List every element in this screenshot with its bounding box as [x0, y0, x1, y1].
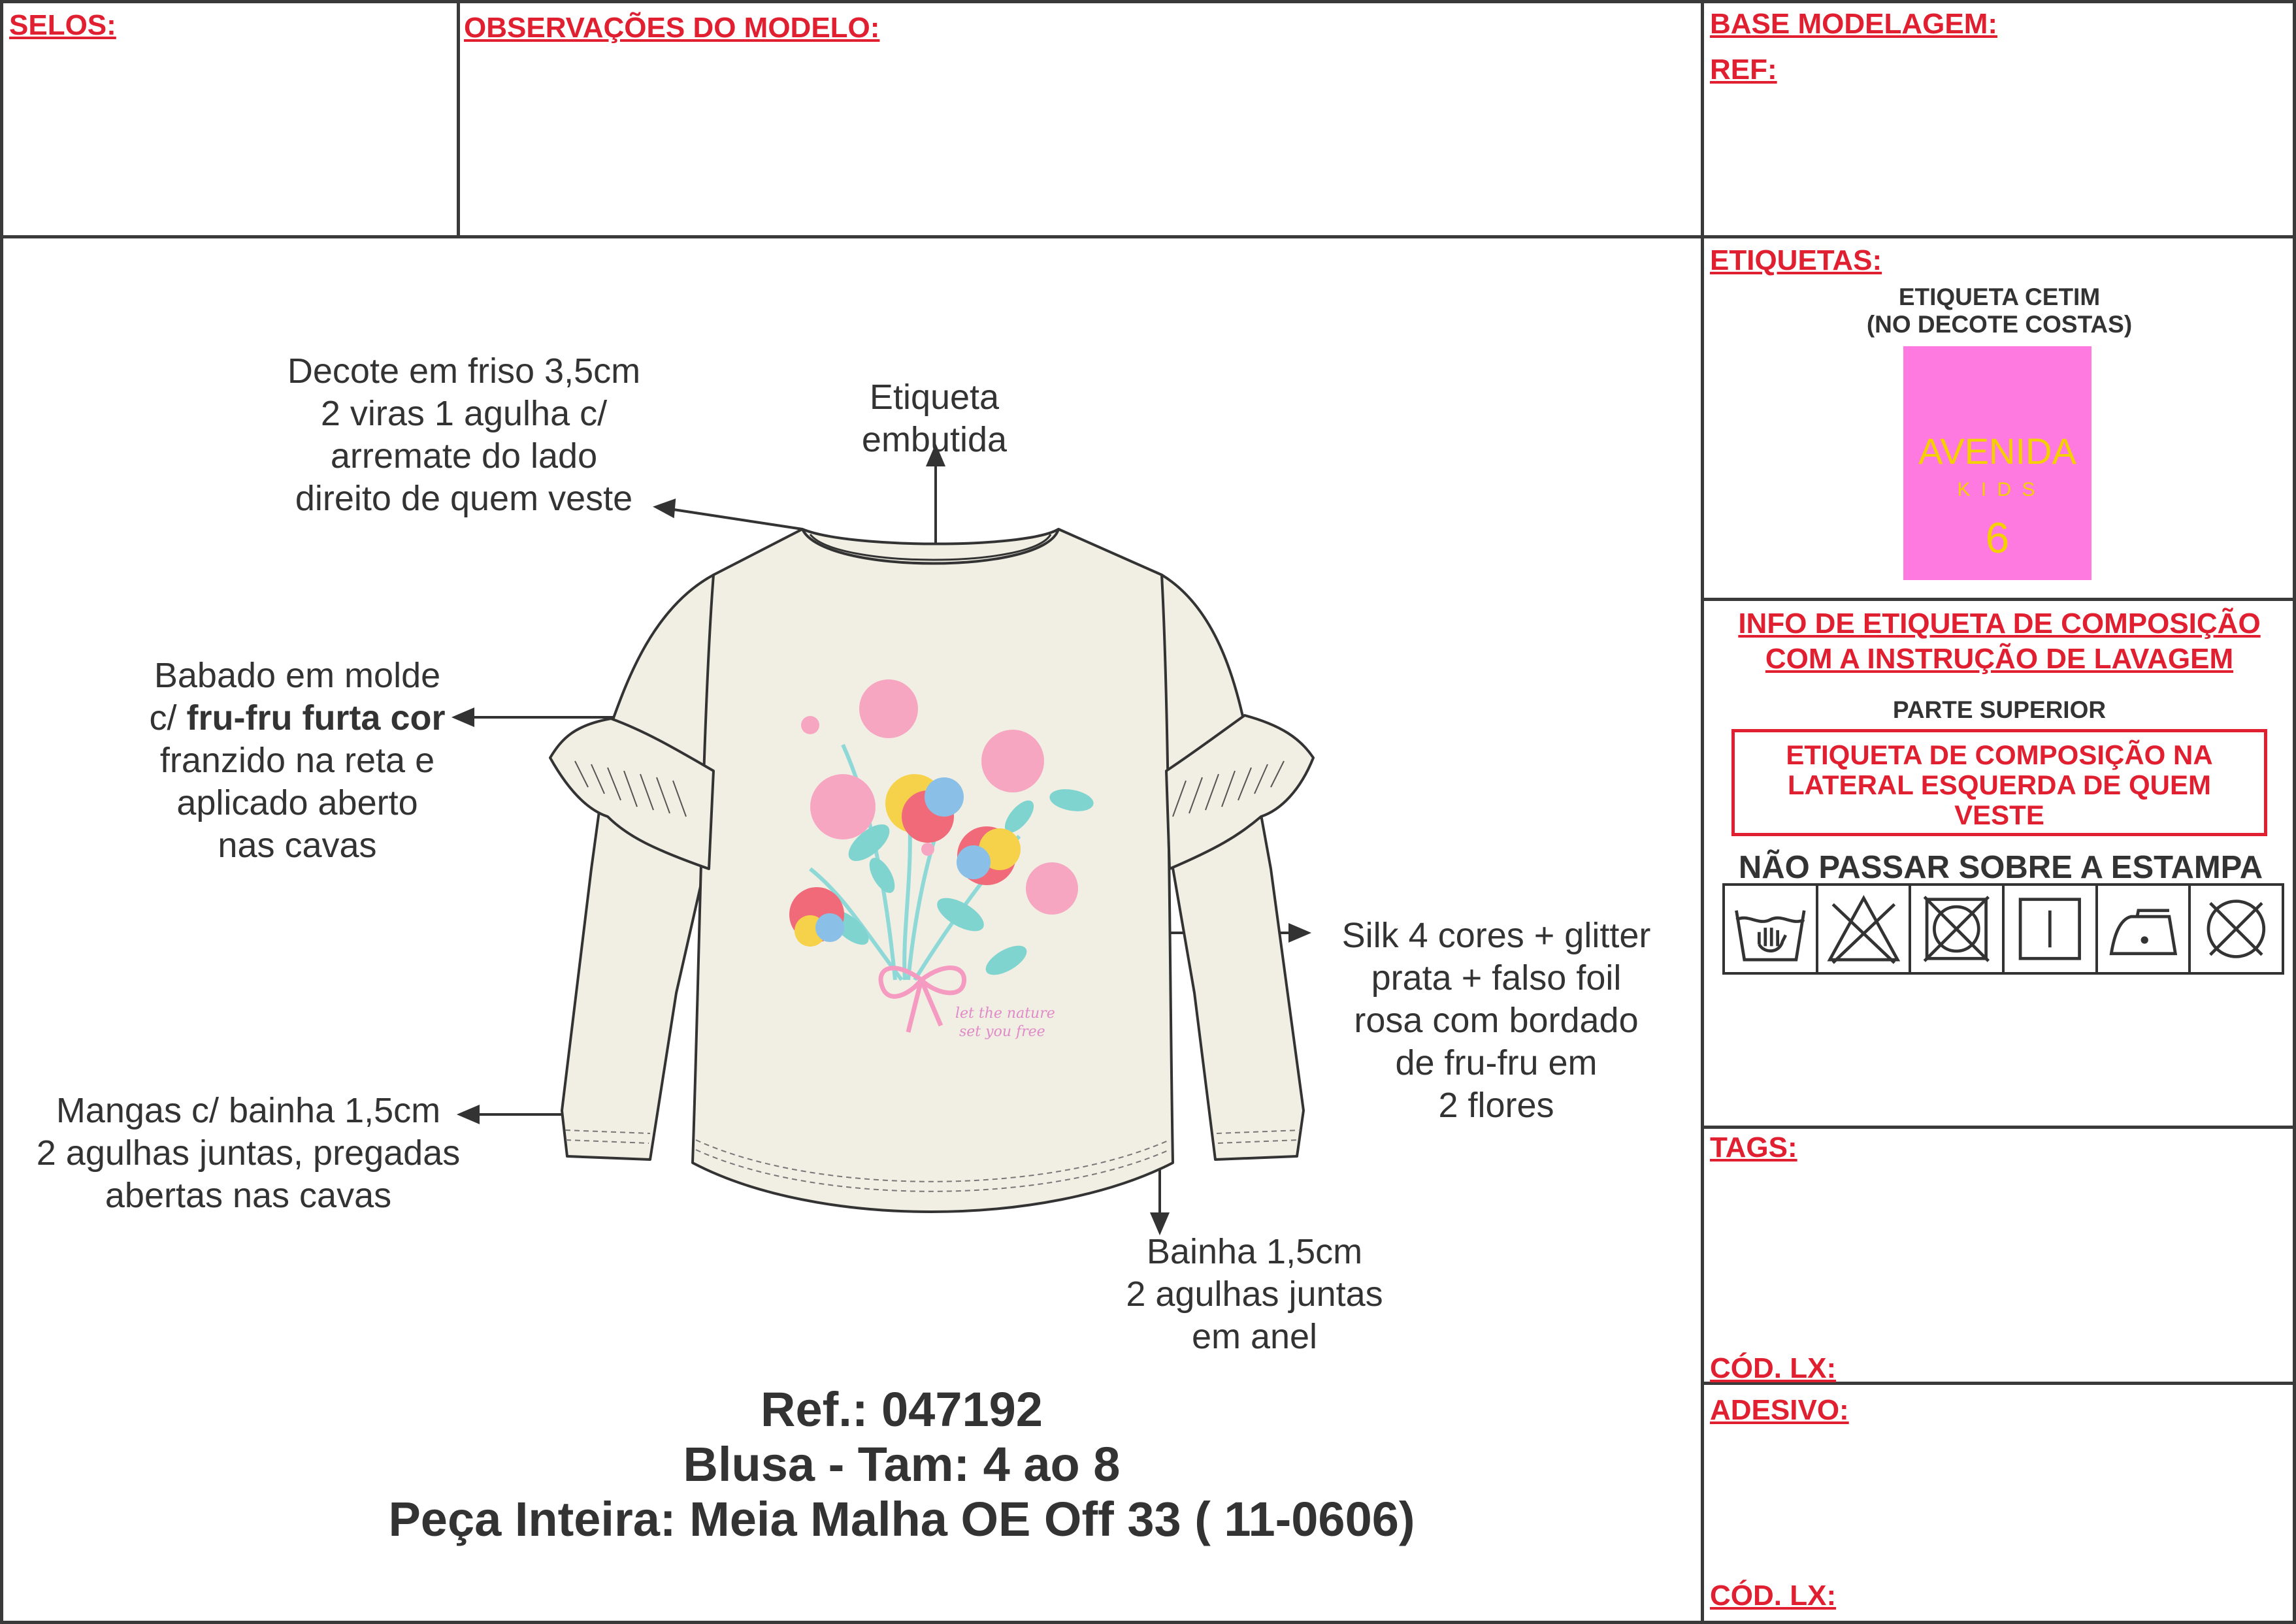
callout-bainha	[1058, 1231, 1451, 1358]
no-tumble-dry-icon	[1911, 886, 2005, 972]
no-bleach-icon	[1818, 886, 1912, 972]
cod-lx-label-2: CÓD. LX:	[1710, 1580, 1837, 1612]
sidebar-divider	[1701, 0, 1704, 1624]
callout-etiqueta-line: embutida	[861, 420, 1008, 459]
callout-bainha-line: 2 agulhas juntas	[1126, 1275, 1383, 1314]
composicao-box	[1731, 729, 2267, 836]
callout-bainha-line: em anel	[1191, 1317, 1318, 1356]
ref-label: REF:	[1710, 54, 1777, 86]
composicao-line: ETIQUETA DE COMPOSIÇÃO NA	[1786, 739, 2213, 770]
info-line-2: COM A INSTRUÇÃO DE LAVAGEM	[1765, 643, 2234, 675]
reference-product: Blusa - Tam: 4 ao 8	[683, 1437, 1121, 1491]
satin-label-size: 6	[1985, 513, 2010, 562]
print-text-line1: let the nature	[955, 1005, 1055, 1022]
callout-bainha-line: Bainha 1,5cm	[1146, 1232, 1363, 1271]
line-dry-icon	[2005, 886, 2098, 972]
callout-silk-line: de fru-fru em	[1395, 1043, 1598, 1082]
callout-etiqueta	[804, 376, 1065, 461]
info-line-1: INFO DE ETIQUETA DE COMPOSIÇÃO	[1738, 608, 2261, 640]
callout-silk-line: prata + falso foil	[1371, 958, 1622, 998]
iron-low-icon	[2098, 886, 2191, 972]
care-symbols	[1722, 883, 2284, 975]
callout-etiqueta-line: Etiqueta	[869, 378, 1000, 417]
composicao-line: VESTE	[1954, 800, 2044, 830]
hand-wash-icon	[1725, 886, 1818, 972]
composicao-line: LATERAL ESQUERDA DE QUEM	[1788, 770, 2211, 800]
callout-babado-prefix: c/	[149, 698, 187, 738]
observacoes-label: OBSERVAÇÕES DO MODELO:	[464, 12, 880, 44]
reference-fabric: Peça Inteira: Meia Malha OE Off 33 ( 11-0606)	[388, 1492, 1415, 1546]
nao-passar-text: NÃO PASSAR SOBRE A ESTAMPA	[1738, 850, 2263, 885]
satin-label	[1903, 346, 2091, 580]
callout-decote-line: arremate do lado	[330, 436, 598, 476]
callout-babado-bold: fru-fru furta cor	[186, 698, 446, 738]
no-decote-text: (NO DECOTE COSTAS)	[1866, 311, 2133, 338]
parte-superior-text: PARTE SUPERIOR	[1892, 696, 2107, 723]
callout-babado-line: franzido na reta e	[159, 741, 435, 780]
callout-silk-line: 2 flores	[1438, 1086, 1554, 1125]
base-modelagem-label: BASE MODELAGEM:	[1710, 8, 1997, 40]
callout-babado	[98, 655, 497, 867]
callout-decote	[248, 350, 680, 520]
reference-block	[248, 1382, 1555, 1547]
etiquetas-label: ETIQUETAS:	[1710, 244, 1882, 276]
satin-label-sub: K I D S	[1957, 479, 2038, 500]
callout-decote-line: 2 viras 1 agulha c/	[320, 394, 608, 433]
satin-label-brand: AVENIDA	[1918, 430, 2076, 472]
callout-decote-line: direito de quem veste	[295, 479, 633, 518]
callout-silk-line: rosa com bordado	[1354, 1001, 1639, 1040]
no-dry-clean-icon	[2191, 886, 2282, 972]
callout-decote-line: Decote em friso 3,5cm	[287, 351, 641, 391]
adesivo-label: ADESIVO:	[1710, 1394, 1849, 1426]
selos-label: SELOS:	[9, 9, 116, 41]
callout-mangas-line: Mangas c/ bainha 1,5cm	[56, 1091, 441, 1130]
cod-lx-label-1: CÓD. LX:	[1710, 1352, 1837, 1384]
callout-silk-line: Silk 4 cores + glitter	[1341, 916, 1651, 955]
print-text-line2: set you free	[959, 1024, 1045, 1040]
etiquetas-divider	[1701, 598, 2296, 601]
callout-mangas-line: abertas nas cavas	[105, 1176, 392, 1215]
callout-babado-line: nas cavas	[218, 826, 377, 865]
callout-babado-line2	[98, 697, 497, 739]
tags-label: TAGS:	[1710, 1131, 1797, 1163]
callout-mangas-line: 2 agulhas juntas, pregadas	[36, 1133, 461, 1173]
callout-babado-line: aplicado aberto	[176, 783, 418, 822]
info-etiqueta-title	[1705, 608, 2293, 675]
reference-code: Ref.: 047192	[761, 1382, 1043, 1437]
callout-silk	[1313, 915, 1679, 1127]
callout-babado-line: Babado em molde	[154, 656, 441, 695]
tags-divider	[1701, 1126, 2296, 1129]
etiqueta-cetim-text: ETIQUETA CETIM	[1898, 284, 2101, 310]
callout-mangas	[7, 1090, 490, 1217]
